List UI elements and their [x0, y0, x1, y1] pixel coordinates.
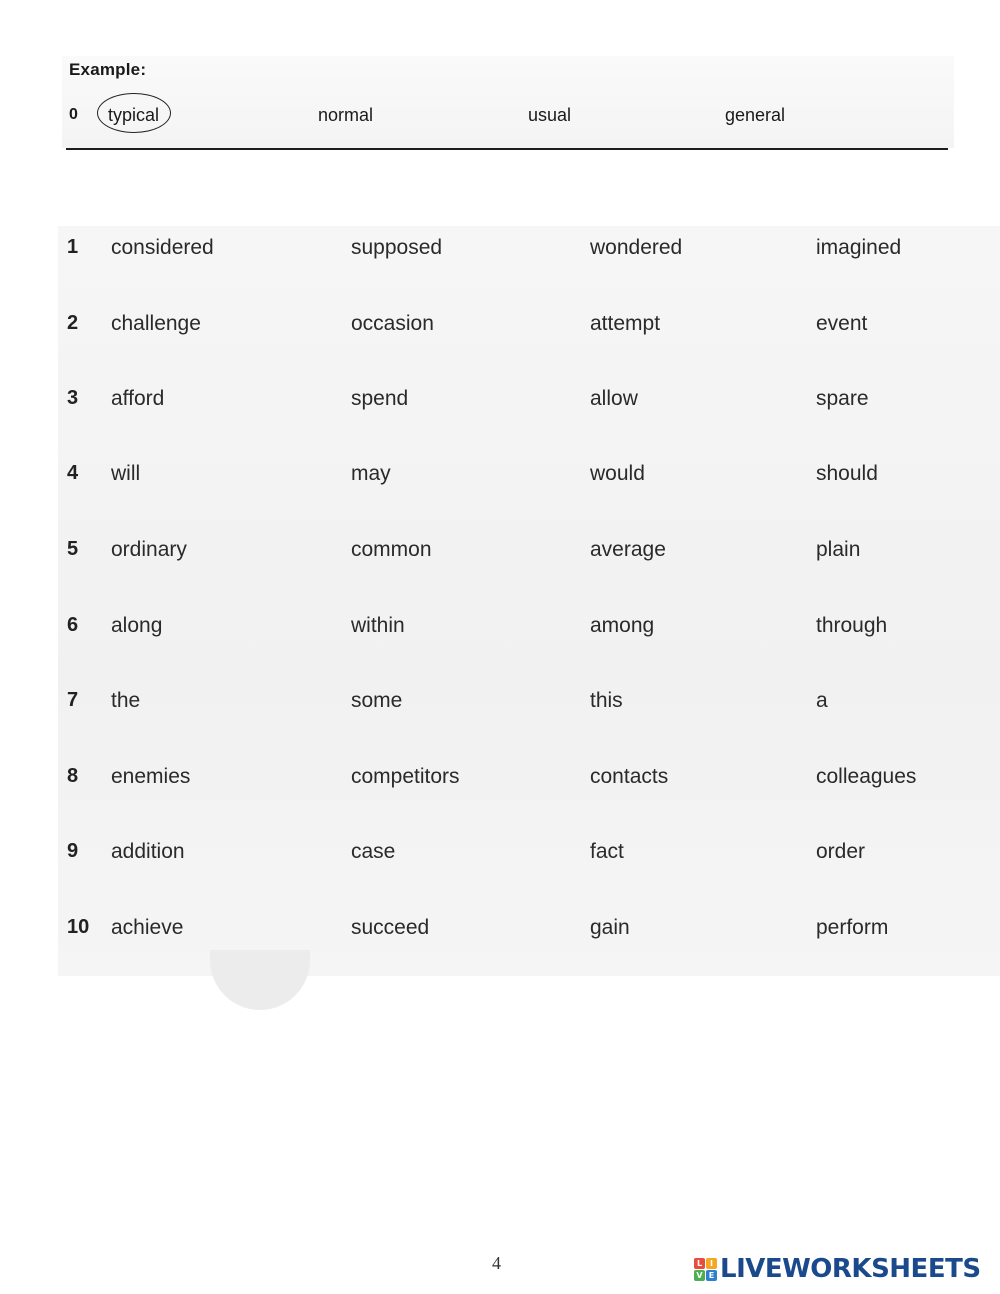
- question-option-2[interactable]: succeed: [351, 916, 430, 939]
- question-option-1[interactable]: addition: [111, 840, 185, 863]
- question-number: 5: [67, 538, 79, 560]
- question-option-2[interactable]: competitors: [351, 765, 460, 788]
- question-option-4[interactable]: a: [816, 689, 828, 712]
- page-number: 4: [492, 1253, 501, 1273]
- question-option-3[interactable]: would: [590, 462, 645, 485]
- question-option-4[interactable]: imagined: [816, 236, 902, 259]
- example-option-4: general: [725, 105, 786, 125]
- logo-mark-cell: I: [706, 1258, 717, 1269]
- question-number: 1: [67, 236, 79, 258]
- background-watermark: [210, 950, 310, 1010]
- question-row-2: [0, 312, 1000, 342]
- question-option-4[interactable]: order: [816, 840, 866, 863]
- liveworksheets-logo[interactable]: [694, 1254, 981, 1284]
- question-row-8: [0, 765, 1000, 795]
- question-row-7: [0, 689, 1000, 719]
- example-divider: [66, 148, 948, 150]
- question-option-2[interactable]: spend: [351, 387, 409, 410]
- question-option-2[interactable]: occasion: [351, 312, 434, 335]
- question-row-1: [0, 236, 1000, 266]
- question-option-1[interactable]: will: [111, 462, 141, 485]
- question-option-2[interactable]: case: [351, 840, 396, 863]
- question-option-1[interactable]: ordinary: [111, 538, 187, 561]
- question-number: 2: [67, 312, 79, 334]
- question-option-2[interactable]: supposed: [351, 236, 443, 259]
- question-option-4[interactable]: perform: [816, 916, 889, 939]
- question-option-3[interactable]: among: [590, 614, 655, 637]
- question-option-1[interactable]: enemies: [111, 765, 191, 788]
- question-row-4: [0, 462, 1000, 492]
- question-number: 4: [67, 462, 79, 484]
- example-number: 0: [69, 106, 78, 123]
- question-row-5: [0, 538, 1000, 568]
- question-number: 10: [67, 916, 90, 938]
- question-option-3[interactable]: contacts: [590, 765, 669, 788]
- example-option-3: usual: [528, 105, 572, 125]
- question-option-2[interactable]: common: [351, 538, 432, 561]
- question-option-4[interactable]: colleagues: [816, 765, 917, 788]
- question-number: 7: [67, 689, 79, 711]
- question-option-3[interactable]: gain: [590, 916, 630, 939]
- question-option-2[interactable]: within: [351, 614, 405, 637]
- question-row-6: [0, 614, 1000, 644]
- question-option-2[interactable]: may: [351, 462, 391, 485]
- question-option-4[interactable]: should: [816, 462, 878, 485]
- logo-mark-cell: E: [706, 1270, 717, 1281]
- question-option-3[interactable]: fact: [590, 840, 624, 863]
- logo-mark-cell: L: [694, 1258, 705, 1269]
- example-option-2: normal: [318, 105, 374, 125]
- question-option-3[interactable]: wondered: [590, 236, 683, 259]
- question-option-4[interactable]: event: [816, 312, 868, 335]
- question-row-10: [0, 916, 1000, 946]
- question-option-3[interactable]: average: [590, 538, 666, 561]
- question-number: 8: [67, 765, 79, 787]
- question-option-1[interactable]: the: [111, 689, 141, 712]
- question-option-3[interactable]: attempt: [590, 312, 661, 335]
- question-option-3[interactable]: allow: [590, 387, 638, 410]
- question-option-1[interactable]: afford: [111, 387, 165, 410]
- logo-mark-icon: [694, 1258, 717, 1281]
- question-option-3[interactable]: this: [590, 689, 623, 712]
- question-option-2[interactable]: some: [351, 689, 403, 712]
- example-heading: Example:: [69, 60, 147, 79]
- logo-text: LIVEWORKSHEETS: [720, 1254, 981, 1284]
- question-number: 3: [67, 387, 79, 409]
- example-option-1: typical: [108, 105, 160, 125]
- question-option-4[interactable]: spare: [816, 387, 869, 410]
- question-row-3: [0, 387, 1000, 417]
- question-number: 6: [67, 614, 79, 636]
- question-option-1[interactable]: considered: [111, 236, 214, 259]
- question-number: 9: [67, 840, 79, 862]
- example-panel: [62, 56, 954, 148]
- question-option-4[interactable]: through: [816, 614, 888, 637]
- question-option-1[interactable]: challenge: [111, 312, 201, 335]
- question-option-1[interactable]: along: [111, 614, 163, 637]
- question-option-4[interactable]: plain: [816, 538, 861, 561]
- logo-mark-cell: V: [694, 1270, 705, 1281]
- question-row-9: [0, 840, 1000, 870]
- question-option-1[interactable]: achieve: [111, 916, 184, 939]
